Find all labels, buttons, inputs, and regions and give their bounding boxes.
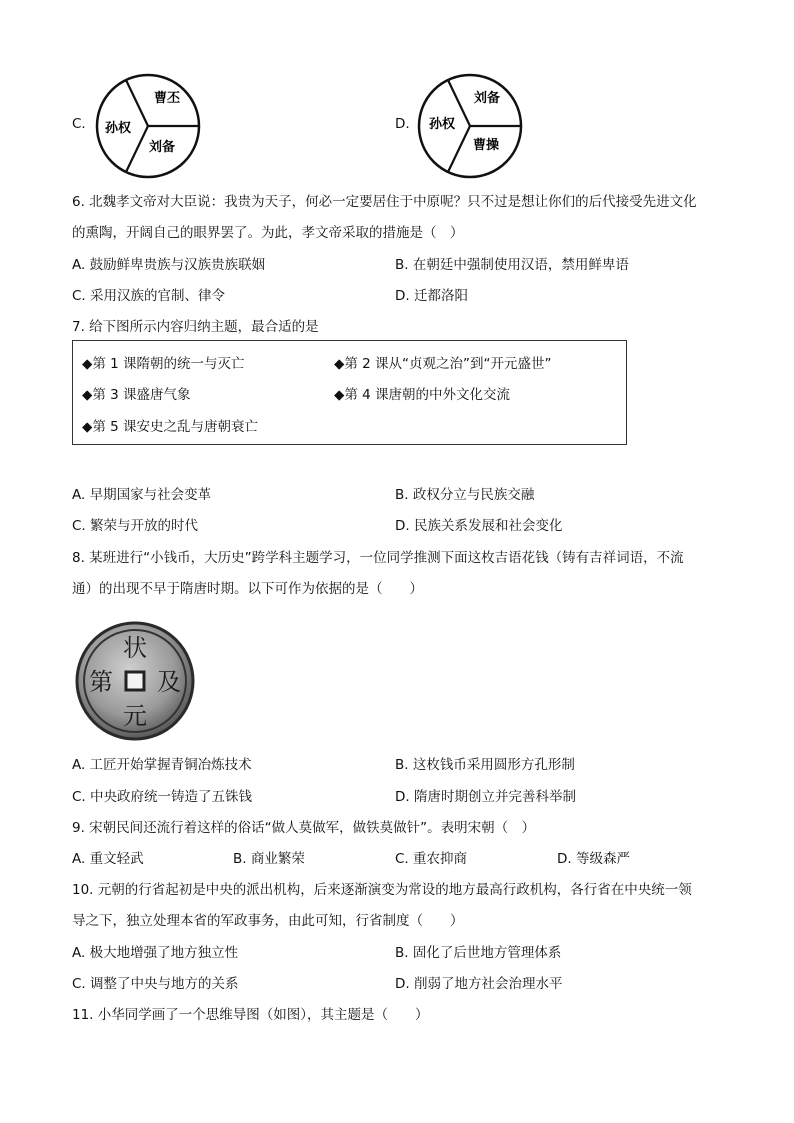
q8-option-c: C. 中央政府统一铸造了五铢钱 (72, 789, 253, 805)
q11-stem: 11. 小华同学画了一个思维导图（如图），其主题是（ ） (72, 1007, 429, 1023)
coin-char-bottom: 元 (123, 702, 147, 730)
q8-stem-line2: 通）的出现不早于隋唐时期。以下可作为依据的是（ ） (72, 581, 423, 597)
q7-lesson-4: ◆第 4 课唐朝的中外文化交流 (334, 387, 511, 403)
pie-c-bottom-label: 刘备 (149, 140, 176, 155)
q9-stem: 9. 宋朝民间还流行着这样的俗话“做人莫做军，做铁莫做针”。表明宋朝（ ） (72, 820, 536, 836)
q7-option-b: B. 政权分立与民族交融 (395, 487, 535, 503)
q9-option-b: B. 商业繁荣 (233, 851, 305, 867)
q6-stem-line2: 的熏陶，开阔自己的眼界罢了。为此，孝文帝采取的措施是（ ） (72, 225, 464, 241)
q7-option-a: A. 早期国家与社会变革 (72, 487, 212, 503)
q8-stem-line1: 8. 某班进行“小钱币，大历史”跨学科主题学习，一位同学推测下面这枚吉语花钱（铸有吉祥词语，不流 (72, 550, 684, 566)
option-d-pie-chart (414, 70, 526, 182)
q9-option-c: C. 重农抑商 (395, 851, 468, 867)
pie-c-top-label: 曹丕 (154, 91, 181, 106)
coin-char-top: 状 (123, 634, 147, 662)
q10-option-b: B. 固化了后世地方管理体系 (395, 945, 562, 961)
coin-char-left: 第 (89, 668, 113, 696)
q7-lesson-1: ◆第 1 课隋朝的统一与灭亡 (82, 356, 245, 372)
coin-image (72, 620, 198, 742)
coin-char-right: 及 (157, 668, 181, 696)
option-d-label: D. (395, 116, 410, 132)
q7-lesson-3: ◆第 3 课盛唐气象 (82, 387, 191, 403)
option-c-label: C. (72, 116, 86, 132)
q10-stem-line2: 导之下，独立处理本省的军政事务，由此可知，行省制度（ ） (72, 913, 464, 929)
q7-option-c: C. 繁荣与开放的时代 (72, 518, 199, 534)
q7-option-d: D. 民族关系发展和社会变化 (395, 518, 563, 534)
q6-option-d: D. 迁都洛阳 (395, 288, 468, 304)
q8-option-b: B. 这枚钱币采用圆形方孔形制 (395, 757, 575, 773)
q8-option-a: A. 工匠开始掌握青铜冶炼技术 (72, 757, 252, 773)
q7-stem: 7. 给下图所示内容归纳主题，最合适的是 (72, 319, 319, 335)
q6-option-b: B. 在朝廷中强制使用汉语，禁用鲜卑语 (395, 257, 629, 273)
q8-option-d: D. 隋唐时期创立并完善科举制 (395, 789, 576, 805)
q7-lesson-2: ◆第 2 课从“贞观之治”到“开元盛世” (334, 356, 552, 372)
q10-option-a: A. 极大地增强了地方独立性 (72, 945, 239, 961)
pie-c-left-label: 孙权 (105, 121, 132, 136)
pie-d-top-label: 刘备 (474, 91, 501, 106)
pie-d-left-label: 孙权 (429, 117, 456, 132)
q7-lesson-5: ◆第 5 课安史之乱与唐朝衰亡 (82, 419, 259, 435)
q10-option-d: D. 削弱了地方社会治理水平 (395, 976, 563, 992)
q6-option-a: A. 鼓励鲜卑贵族与汉族贵族联姻 (72, 257, 266, 273)
option-c-pie-chart (92, 70, 204, 182)
q9-option-a: A. 重文轻武 (72, 851, 144, 867)
q9-option-d: D. 等级森严 (557, 851, 630, 867)
q6-stem-line1: 6. 北魏孝文帝对大臣说：我贵为天子，何必一定要居住于中原呢？只不过是想让你们的后代接受先进文化 (72, 194, 697, 210)
q10-option-c: C. 调整了中央与地方的关系 (72, 976, 239, 992)
q10-stem-line1: 10. 元朝的行省起初是中央的派出机构，后来逐渐演变为常设的地方最高行政机构，各行省在中央统一领 (72, 882, 692, 898)
q6-option-c: C. 采用汉族的官制、律令 (72, 288, 226, 304)
pie-d-bottom-label: 曹操 (473, 138, 500, 153)
